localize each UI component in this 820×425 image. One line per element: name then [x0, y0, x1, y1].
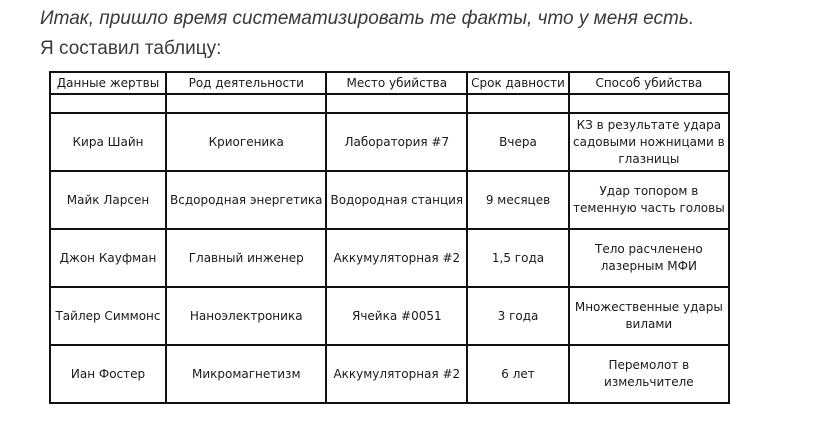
method-cell: Тело расчленено лазерным МФИ: [569, 229, 729, 287]
method-cell: Перемолот в измельчителе: [569, 345, 729, 403]
place-cell: Водородная станция: [326, 171, 467, 229]
occupation-cell: Всдородная энергетика: [166, 171, 326, 229]
lead-text: Я составил таблицу:: [40, 38, 222, 59]
table-row: [50, 171, 729, 229]
place-cell: Ячейка #0051: [326, 287, 467, 345]
place-cell: Аккумуляторная #2: [326, 345, 467, 403]
victim-name-cell: Иан Фостер: [50, 345, 166, 403]
occupation-cell: Главный инженер: [166, 229, 326, 287]
table-cell-empty: [467, 94, 569, 113]
term-cell: Вчера: [467, 113, 569, 171]
header-murder-place: Место убийства: [326, 72, 467, 94]
victims-table: [49, 71, 730, 404]
victim-name-cell: Кира Шайн: [50, 113, 166, 171]
table-row: [50, 113, 729, 171]
header-time-elapsed: Срок давности: [467, 72, 569, 94]
term-cell: 9 месяцев: [467, 171, 569, 229]
table-row: [50, 345, 729, 403]
victim-name-cell: Тайлер Симмонс: [50, 287, 166, 345]
table-cell-empty: [166, 94, 326, 113]
header-murder-method: Способ убийства: [569, 72, 729, 94]
occupation-cell: Криогеника: [166, 113, 326, 171]
table-cell-empty: [326, 94, 467, 113]
table-cell-empty: [569, 94, 729, 113]
method-cell: КЗ в результате удара садовыми ножницами в глазницы: [569, 113, 729, 171]
victim-name-cell: Джон Кауфман: [50, 229, 166, 287]
header-victim-data: Данные жертвы: [50, 72, 166, 94]
table-header-row: [50, 72, 729, 94]
occupation-cell: Наноэлектроника: [166, 287, 326, 345]
method-cell: Удар топором в теменную часть головы: [569, 171, 729, 229]
victim-name-cell: Майк Ларсен: [50, 171, 166, 229]
intro-text: Итак, пришло время систематизировать те факты, что у меня есть.: [40, 8, 695, 29]
empty-row: [50, 94, 729, 113]
place-cell: Аккумуляторная #2: [326, 229, 467, 287]
place-cell: Лаборатория #7: [326, 113, 467, 171]
header-occupation: Род деятельности: [166, 72, 326, 94]
method-cell: Множественные удары вилами: [569, 287, 729, 345]
table-cell-empty: [50, 94, 166, 113]
table-row: [50, 229, 729, 287]
term-cell: 6 лет: [467, 345, 569, 403]
occupation-cell: Микромагнетизм: [166, 345, 326, 403]
term-cell: 1,5 года: [467, 229, 569, 287]
term-cell: 3 года: [467, 287, 569, 345]
table-row: [50, 287, 729, 345]
